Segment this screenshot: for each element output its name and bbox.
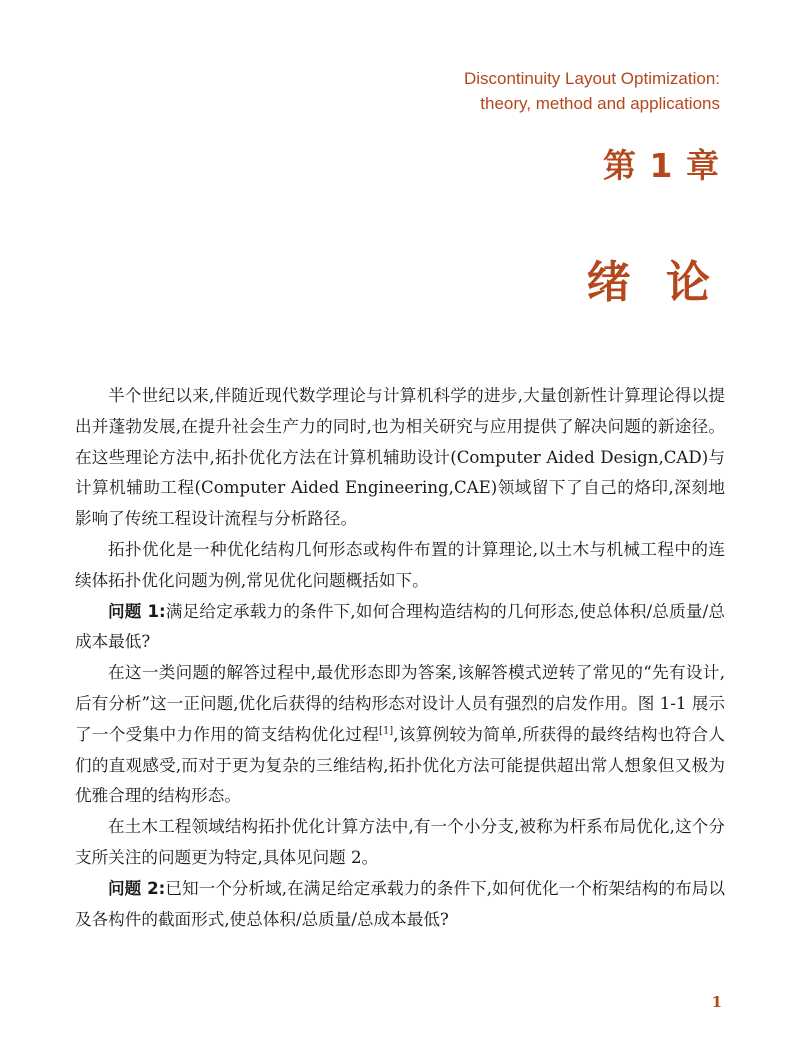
paragraph-solution-mode: [75, 658, 725, 812]
paragraph-solution-mode-part-2: ,该算例较为简单,所获得的最终结构也符合人们的直观感受,而对于更为复杂的三维结构,拓扑优化方法可能提供超出常人想象但又极为优雅合理的结构形态。: [75, 724, 725, 806]
problem-1-label: 问题 1:: [108, 601, 166, 621]
book-title-line-2: theory, method and applications: [480, 94, 720, 113]
citation-ref[interactable]: [1]: [379, 725, 394, 737]
paragraph-intro: 半个世纪以来,伴随近现代数学理论与计算机科学的进步,大量创新性计算理论得以提出并蓬勃发展,在提升社会生产力的同时,也为相关研究与应用提供了解决问题的新途径。在这些理论方法中,拓扑优化方法在计算机辅助设计(Computer Aided Design,CAD)与计算机辅助工程(Computer Aided Engineering,CAE)领域留下了自己的烙印,深刻地影响了传统工程设计流程与分析路径。: [75, 386, 725, 529]
chapter-title: 绪 论: [586, 257, 720, 308]
paragraph-problem-1: [75, 597, 725, 659]
problem-1-text: 满足给定承载力的条件下,如何合理构造结构的几何形态,使总体积/总质量/总成本最低?: [75, 601, 725, 652]
body-text: [75, 381, 725, 935]
paragraph-problem-2: [75, 874, 725, 936]
problem-2-text: 已知一个分析域,在满足给定承载力的条件下,如何优化一个桁架结构的布局以及各构件的截面形式,使总体积/总质量/总成本最低?: [75, 878, 725, 929]
book-title-line-1: Discontinuity Layout Optimization:: [463, 69, 720, 88]
paragraph-solution-mode-part-1: 在这一类问题的解答过程中,最优形态即为答案,该解答模式逆转了常见的“先有设计,后有分析”这一正问题,优化后获得的结构形态对设计人员有强烈的启发作用。图 1-1 展示了一个受集中力作用的简支结构优化过程: [75, 663, 725, 744]
problem-2-label: 问题 2:: [108, 878, 166, 898]
page-number: 1: [711, 993, 722, 1011]
paragraph-topology-definition: 拓扑优化是一种优化结构几何形态或构件布置的计算理论,以土木与机械工程中的连续体拓扑优化问题为例,常见优化问题概括如下。: [75, 539, 725, 590]
paragraph-layout-optimization: 在土木工程领域结构拓扑优化计算方法中,有一个小分支,被称为杆系布局优化,这个分支所关注的问题更为特定,具体见问题 2。: [75, 817, 725, 867]
chapter-label: 第 1 章: [603, 146, 720, 185]
running-head: [464, 66, 720, 116]
